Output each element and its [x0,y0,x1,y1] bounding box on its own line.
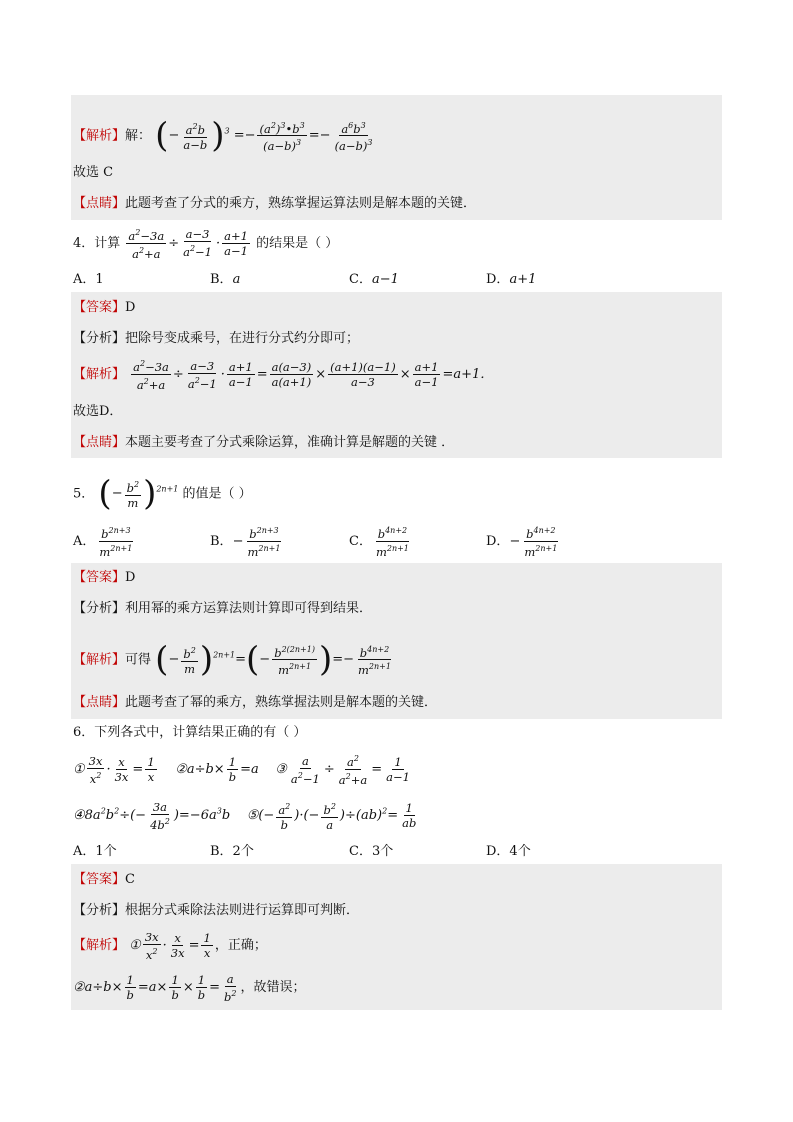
formula-q4-solution: $\frac{a^2-3a}{a^2+a}$ ÷ $\frac{a-3}{a^2-1}$ · $\frac{a+1}{a-1}$ = $\frac{a(a-3)}{a(a+1)}$ × $\frac{(a+1)(a-1)}{a-3}$ × $\frac{a+1}{a-1}$ =a+1． [133,358,494,392]
result-line: 故选 C [73,165,114,180]
option-d: D．4个 [486,844,531,859]
comment-line: 【点睛】此题考查了幂的乘方，熟练掌握法则是解本题的关键． [73,695,438,710]
option-c: C．a−1 [349,272,399,287]
answer-line: 【答案】D [73,570,136,585]
analysis-line: 【分析】根据分式乘除法法则进行运算即可判断． [73,903,360,918]
solution-line: 【解析】可得 (− $\frac{b^2}{m}$ )$^{2n+1}$=(− $\frac{b^{2(2n+1)}}{m^{2n+1}}$ )=− $\frac{b^{4n+2}}{m^{2n+1}}$ [73,632,395,680]
formula-q4: $\frac{a^2-3a}{a^2+a}$ ÷ $\frac{a-3}{a^2-1}$ · $\frac{a+1}{a-1}$ [128,227,248,261]
option-b: B．a [210,272,241,287]
solution-line-2: ②a÷b× $\frac{1}{b}$ =a× $\frac{1}{b}$ × $\frac{1}{b}$ = $\frac{a}{b^2}$ ，故错误； [73,971,306,1004]
answer-line: 【答案】D [73,300,136,315]
comment-line [73,195,476,213]
option-d: D．− $\frac{b^{4n+2}}{m^{2n+1}}$ [486,526,558,559]
option-c: C． $\frac{b^{4n+2}}{m^{2n+1}}$ [349,526,409,559]
option-b: B．− $\frac{b^{2n+3}}{m^{2n+1}}$ [210,526,281,559]
option-c: C．3个 [349,844,394,859]
question-number: 4．计算 [73,235,121,251]
q6-items-row2: $④8a^2b^2\div(-$ $\frac{3a}{4b^2}$ )$=-6a^3b$ ⑤(− $\frac{a^2}{b}$ )·(− $\frac{b^2}{a}$ )÷(ab)$^2$= $\frac{1}{ab}$ [73,799,417,832]
option-a: A．1个 [73,844,117,859]
solution-tag: 【解析】 [73,128,126,144]
q6-items-row1: ① $\frac{3x}{x^2}$ · $\frac{x}{3x}$ = $\frac{1}{x}$ ②a÷b× $\frac{1}{b}$ =a ③ $\frac{a}{a^2-1}$ ÷ $\frac{a^2}{a^2+a}$ = $\frac{1}{a-1}$ [73,753,410,787]
question-6-stem: 6．下列各式中，计算结果正确的有（ ） [73,725,307,740]
formula-q5-solution: (− $\frac{b^2}{m}$ )$^{2n+1}$=(− $\frac{b^{2(2n+1)}}{m^{2n+1}}$ )=− $\frac{b^{4n+2}}{m^{2n+1}}$ [155,639,391,680]
solution-line: 【解析】 ① $\frac{3x}{x^2}$ · $\frac{x}{3x}$ = $\frac{1}{x}$ ，正确； [73,929,267,962]
question-5-stem: 5． (− $\frac{b^2}{m}$ )$^{2n+1}$ 的值是（ ） [73,473,252,514]
result-line: 故选D． [73,404,123,419]
option-a: A． $\frac{b^{2n+3}}{m^{2n+1}}$ [73,526,133,559]
question-4-stem [73,226,338,260]
answer-line: 【答案】C [73,872,135,887]
question-tail: 的结果是（ ） [256,235,339,251]
solution-line [73,112,376,156]
option-a: A．1 [73,272,104,287]
formula-q3-solution: (− $\frac{a^2b}{a-b}$ )$^3$ =− $\frac{(a^2)^3•b^3}{(a-b)^3}$ =− $\frac{a^6b^3}{(a-b)^3}$ [155,115,373,156]
option-d: D．a+1 [486,272,537,287]
analysis-line: 【分析】利用幂的乘方运算法则计算即可得到结果． [73,601,373,616]
solution-prefix: 解： [125,128,152,144]
analysis-line: 【分析】把除号变成乘号，在进行分式约分即可； [73,331,360,346]
comment-line: 【点睛】本题主要考查了分式乘除运算，准确计算是解题的关键 ． [73,435,455,450]
comment-tag: 【点睛】 [73,196,126,211]
comment-text: 此题考查了分式的乘方，熟练掌握运算法则是解本题的关键． [125,196,477,211]
solution-line: 【解析】 $\frac{a^2-3a}{a^2+a}$ ÷ $\frac{a-3}{a^2-1}$ · $\frac{a+1}{a-1}$ = $\frac{a(a-3)}{a(a+1)}$ × $\frac{(a+1)(a-1)}{a-3}$ × $\frac{a+1}{a-1}$ =a+1． [73,358,494,392]
option-b: B．2个 [210,844,254,859]
formula-q5: (− $\frac{b^2}{m}$ )$^{2n+1}$ [98,473,179,514]
